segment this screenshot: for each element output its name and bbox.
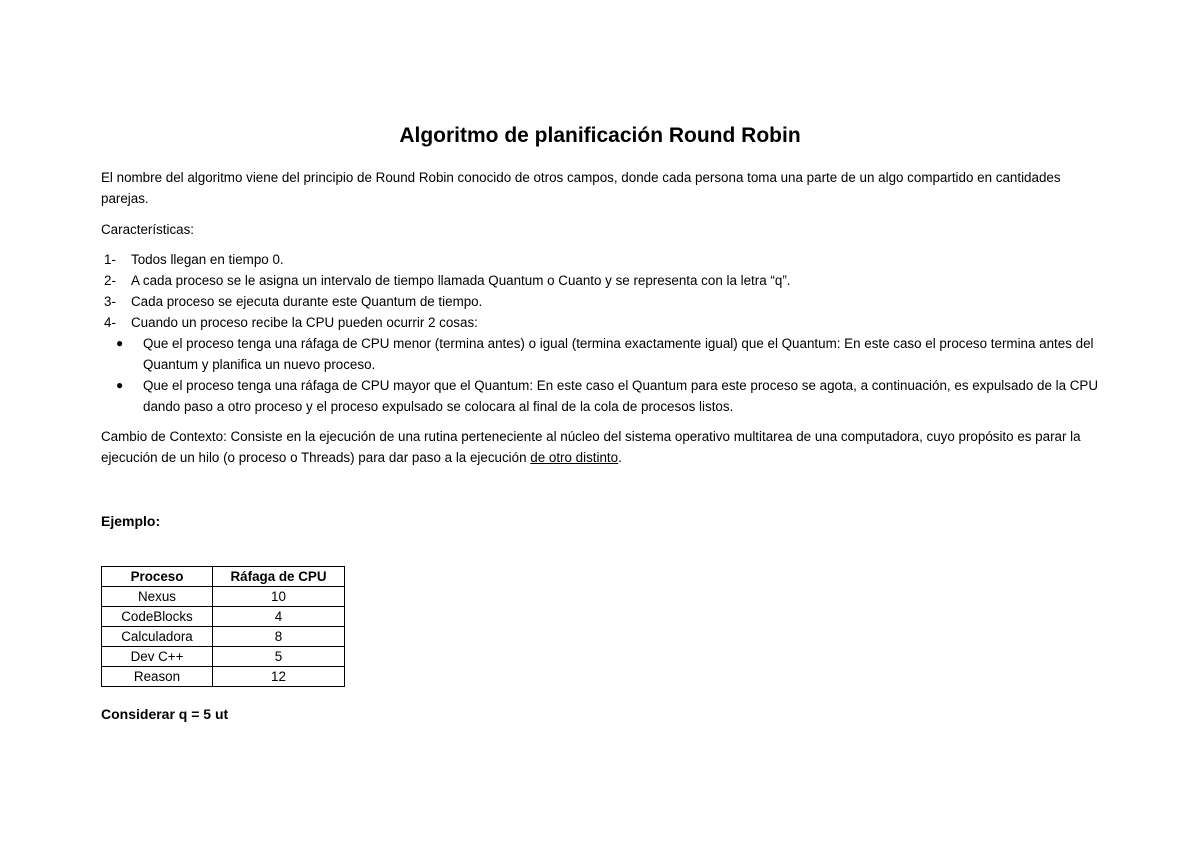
table-cell: 4	[213, 607, 345, 627]
context-switch-end: .	[618, 450, 622, 465]
table-header: Ráfaga de CPU	[213, 567, 345, 587]
process-table	[101, 566, 345, 687]
list-item	[101, 270, 1101, 291]
table-header: Proceso	[102, 567, 213, 587]
table-cell: Nexus	[102, 587, 213, 607]
table-cell: 10	[213, 587, 345, 607]
table-row	[102, 647, 345, 667]
table-cell: Calculadora	[102, 627, 213, 647]
list-item-text: A cada proceso se le asigna un intervalo de tiempo llamada Quantum o Cuanto y se representa con la letra “q”.	[131, 273, 791, 288]
list-item-text: Todos llegan en tiempo 0.	[131, 252, 284, 267]
list-item-text: Cuando un proceso recibe la CPU pueden ocurrir 2 cosas:	[131, 315, 478, 330]
list-item	[101, 249, 1101, 270]
table-cell: Reason	[102, 667, 213, 687]
table-header-row	[102, 567, 345, 587]
table-cell: 12	[213, 667, 345, 687]
table-cell: CodeBlocks	[102, 607, 213, 627]
list-item	[101, 291, 1101, 312]
example-label: Ejemplo:	[101, 513, 161, 529]
bullet-icon: ●	[116, 336, 124, 350]
features-label: Características:	[101, 222, 195, 237]
list-item	[101, 375, 1101, 417]
document-title: Algoritmo de planificación Round Robin	[399, 124, 801, 147]
list-item-text: Que el proceso tenga una ráfaga de CPU mayor que el Quantum: En este caso el Quantum para este proceso se agota, a continuación, es expulsado de la CPU dando paso a otro proceso y el proceso expulsado se colocara al final de la cola de procesos listos.	[143, 378, 1099, 414]
context-switch-underlined: de otro distinto	[530, 450, 619, 465]
table-row	[102, 607, 345, 627]
table-cell: 8	[213, 627, 345, 647]
cases-bullet-list	[101, 333, 1101, 417]
features-list	[101, 249, 1101, 333]
list-number: 2-	[104, 273, 116, 288]
list-number: 3-	[104, 294, 116, 309]
table-row	[102, 627, 345, 647]
table-row	[102, 667, 345, 687]
quantum-note: Considerar q = 5 ut	[101, 706, 229, 722]
list-number: 1-	[104, 252, 116, 267]
bullet-icon: ●	[116, 378, 124, 392]
document-body	[101, 167, 1101, 468]
list-item-text: Que el proceso tenga una ráfaga de CPU menor (termina antes) o igual (termina exactamente igual) que el Quantum: En este caso el proceso termina antes del Quantum y planifica un nuevo proceso.	[143, 336, 1094, 372]
list-number: 4-	[104, 315, 116, 330]
list-item-text: Cada proceso se ejecuta durante este Quantum de tiempo.	[131, 294, 483, 309]
table-cell: 5	[213, 647, 345, 667]
table-row	[102, 587, 345, 607]
list-item	[101, 312, 1101, 333]
intro-paragraph: El nombre del algoritmo viene del principio de Round Robin conocido de otros campos, donde cada persona toma una parte de un algo compartido en cantidades parejas.	[101, 170, 1061, 206]
list-item	[101, 333, 1101, 375]
context-switch-paragraph	[101, 426, 1101, 468]
table-cell: Dev C++	[102, 647, 213, 667]
context-switch-text: Cambio de Contexto: Consiste en la ejecución de una rutina perteneciente al núcleo del sistema operativo multitarea de una computadora, cuyo propósito es parar la ejecución de un hilo (o proceso o Threads) para dar paso a la ejecución	[101, 429, 1081, 465]
